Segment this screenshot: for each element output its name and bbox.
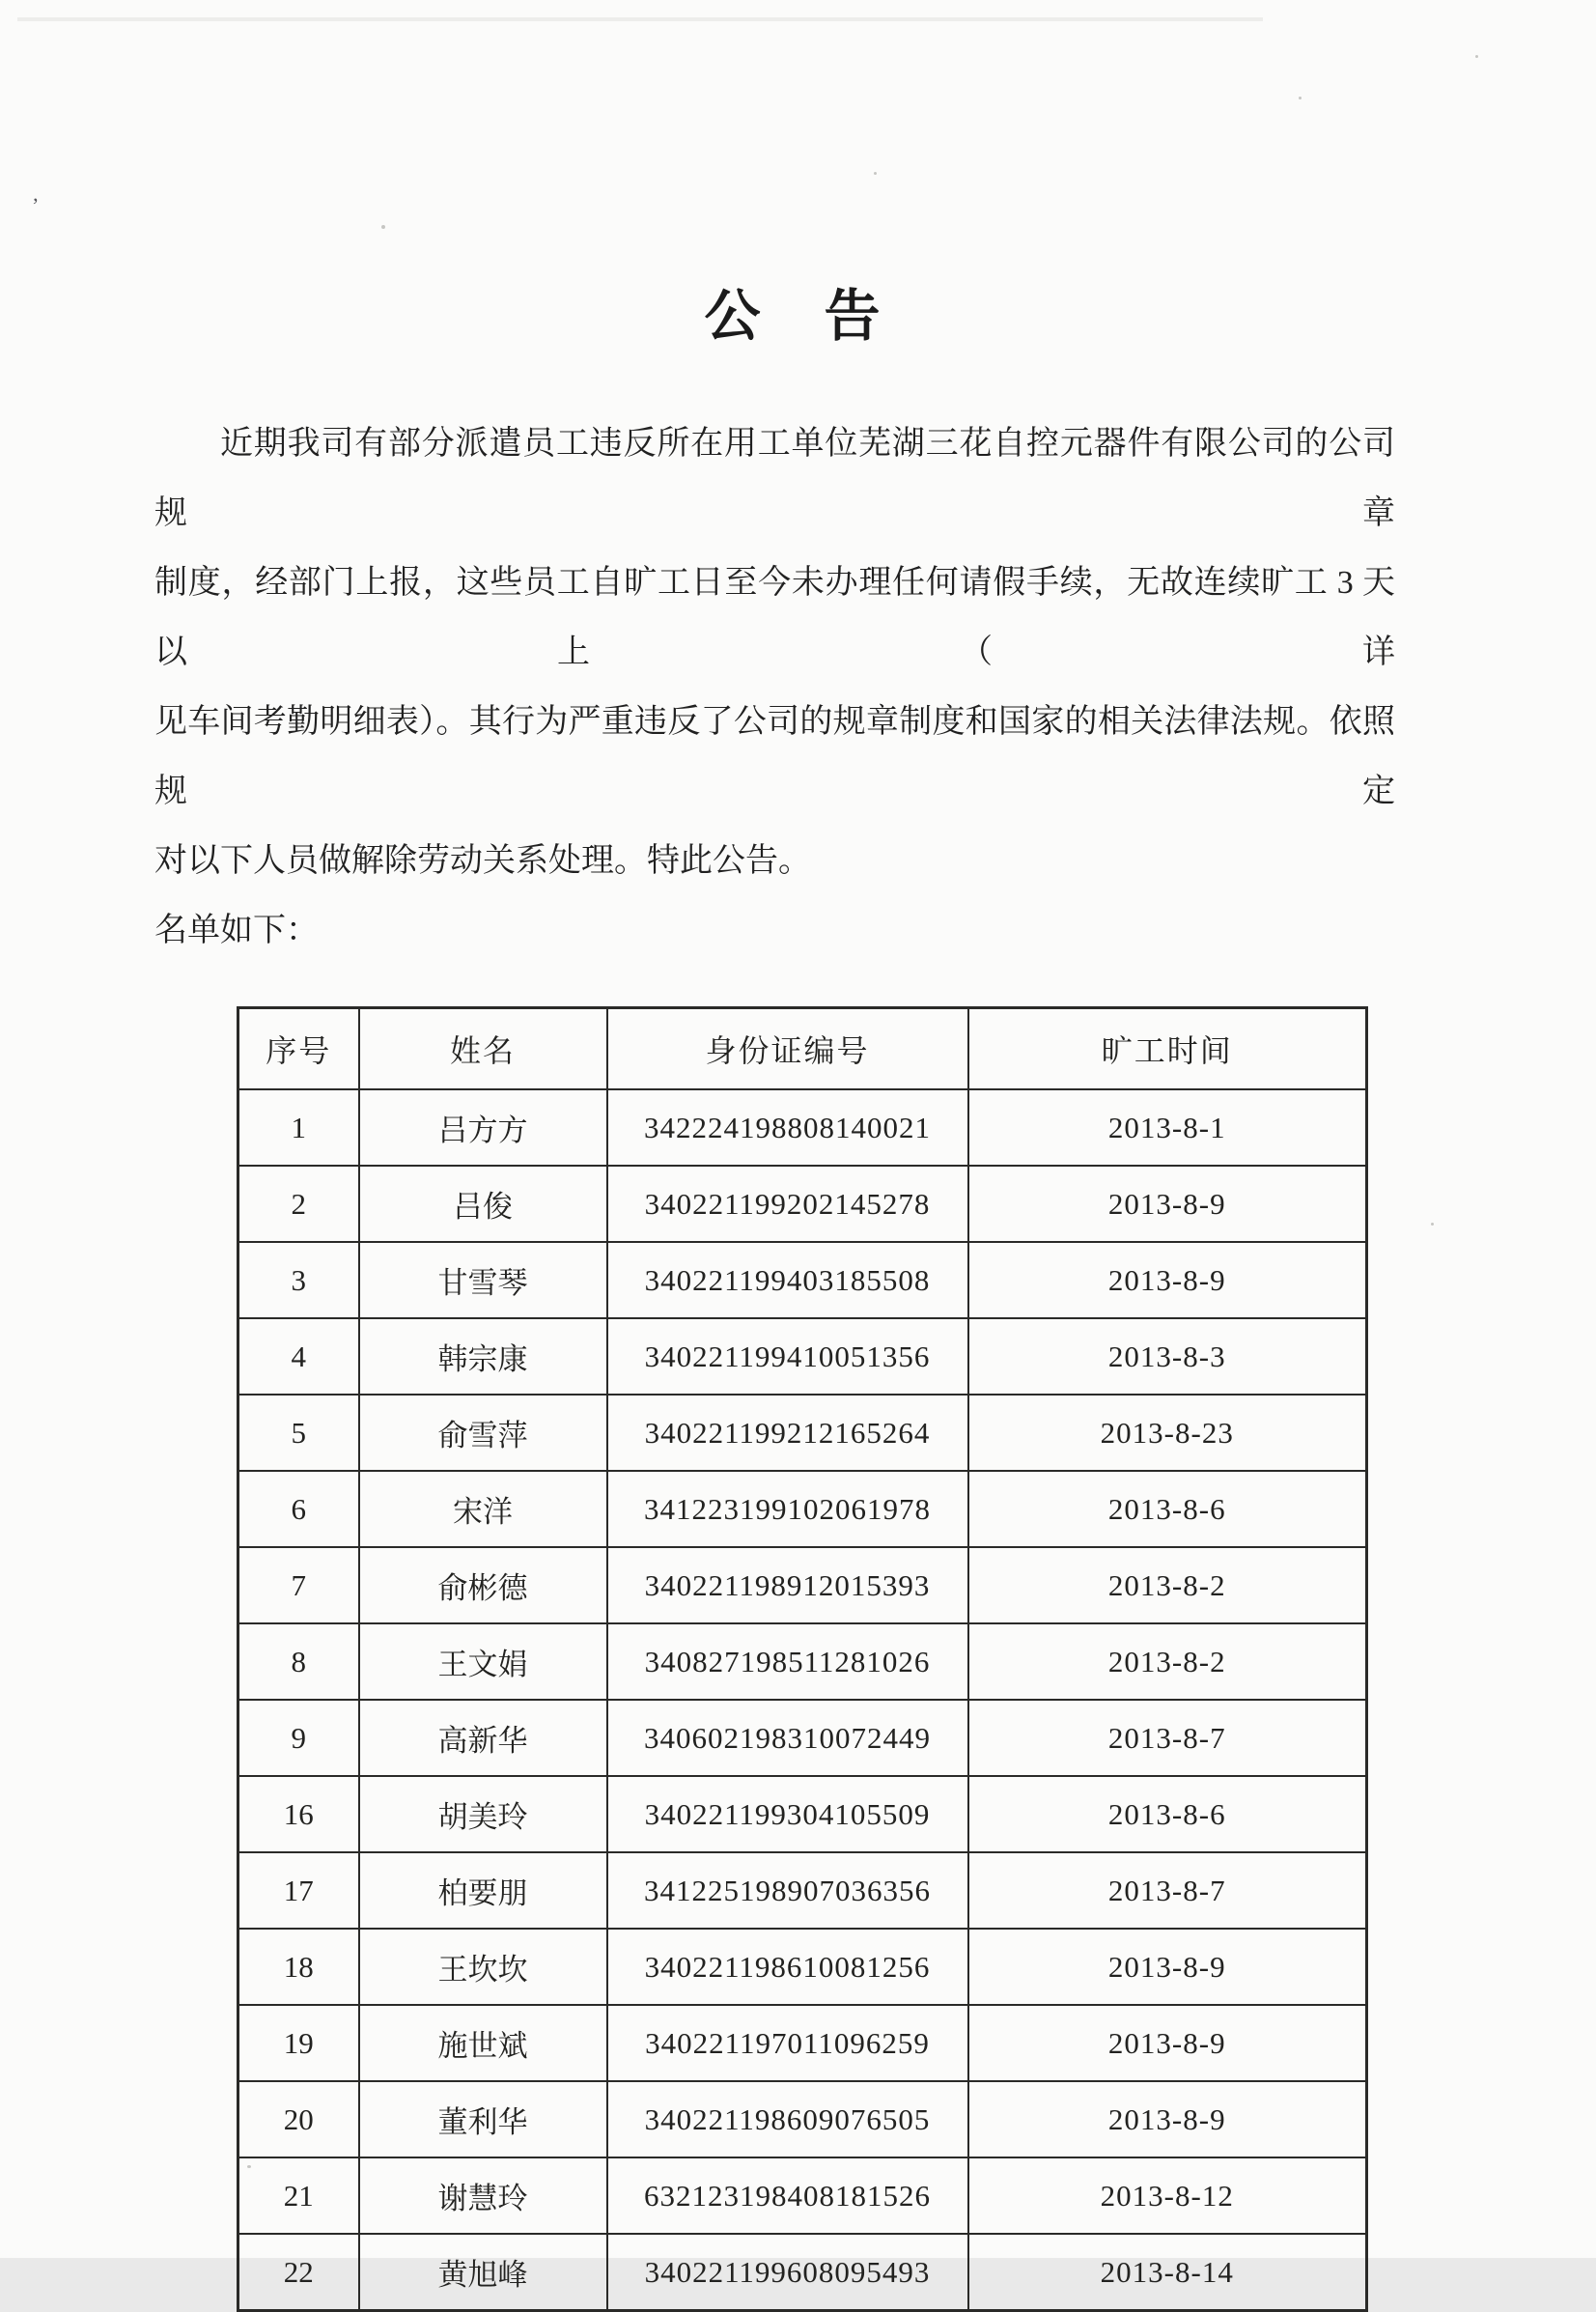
seq-cell: 7: [238, 1547, 359, 1623]
table-row: [238, 1852, 1367, 1929]
table-row: [238, 1089, 1367, 1166]
table-row: [238, 2005, 1367, 2081]
col-header-seq: 序号: [238, 1008, 359, 1090]
id-cell: 340221199202145278: [607, 1166, 968, 1242]
table-row: [238, 2234, 1367, 2311]
col-header-date: 旷工时间: [968, 1008, 1367, 1090]
name-cell: 俞彬德: [359, 1547, 607, 1623]
name-cell: 俞雪萍: [359, 1395, 607, 1471]
id-cell: 340221199212165264: [607, 1395, 968, 1471]
table-row: [238, 1776, 1367, 1852]
name-cell: 韩宗康: [359, 1318, 607, 1395]
seq-cell: 19: [238, 2005, 359, 2081]
name-cell: 董利华: [359, 2081, 607, 2157]
seq-cell: 1: [238, 1089, 359, 1166]
date-cell: 2013-8-6: [968, 1776, 1367, 1852]
seq-cell: 21: [238, 2157, 359, 2234]
page-title: 公 告: [704, 285, 884, 348]
seq-cell: 5: [238, 1395, 359, 1471]
date-cell: 2013-8-14: [968, 2234, 1367, 2311]
date-cell: 2013-8-12: [968, 2157, 1367, 2234]
seq-cell: 3: [238, 1242, 359, 1318]
name-cell: 黄旭峰: [359, 2234, 607, 2311]
table-body: [238, 1089, 1367, 2311]
seq-cell: 17: [238, 1852, 359, 1929]
id-cell: 340602198310072449: [607, 1700, 968, 1776]
seq-cell: 8: [238, 1623, 359, 1700]
notice-paragraph: [154, 409, 1395, 896]
table-row: [238, 1623, 1367, 1700]
date-cell: 2013-8-9: [968, 2081, 1367, 2157]
paragraph-line: 近期我司有部分派遣员工违反所在用工单位芜湖三花自控元器件有限公司的公司规章: [154, 426, 1395, 531]
list-intro: 名单如下：: [154, 913, 319, 948]
name-cell: 吕俊: [359, 1166, 607, 1242]
table-row: [238, 1242, 1367, 1318]
date-cell: 2013-8-7: [968, 1700, 1367, 1776]
id-cell: 342224198808140021: [607, 1089, 968, 1166]
date-cell: 2013-8-9: [968, 1166, 1367, 1242]
date-cell: 2013-8-3: [968, 1318, 1367, 1395]
seq-cell: 22: [238, 2234, 359, 2311]
seq-cell: 16: [238, 1776, 359, 1852]
date-cell: 2013-8-23: [968, 1395, 1367, 1471]
date-cell: 2013-8-9: [968, 1929, 1367, 2005]
table-row: [238, 1318, 1367, 1395]
name-cell: 宋洋: [359, 1471, 607, 1547]
date-cell: 2013-8-9: [968, 2005, 1367, 2081]
seq-cell: 4: [238, 1318, 359, 1395]
id-cell: 340221198610081256: [607, 1929, 968, 2005]
name-cell: 胡美玲: [359, 1776, 607, 1852]
col-header-id: 身份证编号: [607, 1008, 968, 1090]
name-cell: 柏要朋: [359, 1852, 607, 1929]
paragraph-line: 制度，经部门上报，这些员工自旷工日至今未办理任何请假手续，无故连续旷工 3 天以上（详: [154, 565, 1395, 670]
name-cell: 王坎坎: [359, 1929, 607, 2005]
date-cell: 2013-8-6: [968, 1471, 1367, 1547]
id-cell: 341223199102061978: [607, 1471, 968, 1547]
id-cell: 340221198912015393: [607, 1547, 968, 1623]
table-row: [238, 1166, 1367, 1242]
seq-cell: 2: [238, 1166, 359, 1242]
id-cell: 340827198511281026: [607, 1623, 968, 1700]
date-cell: 2013-8-1: [968, 1089, 1367, 1166]
name-cell: 施世斌: [359, 2005, 607, 2081]
id-cell: 341225198907036356: [607, 1852, 968, 1929]
id-cell: 340221199410051356: [607, 1318, 968, 1395]
document-content: [154, 0, 1395, 2312]
table-row: [238, 1547, 1367, 1623]
date-cell: 2013-8-2: [968, 1623, 1367, 1700]
id-cell: 632123198408181526: [607, 2157, 968, 2234]
scan-stray-mark: ’: [32, 193, 40, 217]
seq-cell: 20: [238, 2081, 359, 2157]
name-cell: 王文娟: [359, 1623, 607, 1700]
name-cell: 谢慧玲: [359, 2157, 607, 2234]
id-cell: 340221198609076505: [607, 2081, 968, 2157]
name-cell: 甘雪琴: [359, 1242, 607, 1318]
table-row: [238, 1700, 1367, 1776]
table-row: [238, 1395, 1367, 1471]
date-cell: 2013-8-2: [968, 1547, 1367, 1623]
scan-speck: [1431, 1223, 1434, 1226]
scan-speck: [1475, 55, 1478, 58]
name-cell: 高新华: [359, 1700, 607, 1776]
paragraph-line: 对以下人员做解除劳动关系处理。特此公告。: [154, 843, 811, 879]
table-row: [238, 1929, 1367, 2005]
date-cell: 2013-8-7: [968, 1852, 1367, 1929]
table-header-row: [238, 1008, 1367, 1090]
table-row: [238, 1471, 1367, 1547]
table-row: [238, 2081, 1367, 2157]
name-cell: 吕方方: [359, 1089, 607, 1166]
id-cell: 340221199608095493: [607, 2234, 968, 2311]
seq-cell: 18: [238, 1929, 359, 2005]
seq-cell: 6: [238, 1471, 359, 1547]
seq-cell: 9: [238, 1700, 359, 1776]
col-header-name: 姓名: [359, 1008, 607, 1090]
date-cell: 2013-8-9: [968, 1242, 1367, 1318]
id-cell: 340221199403185508: [607, 1242, 968, 1318]
dismissal-roster-table: [237, 1006, 1368, 2312]
table-row: [238, 2157, 1367, 2234]
id-cell: 340221199304105509: [607, 1776, 968, 1852]
id-cell: 340221197011096259: [607, 2005, 968, 2081]
paragraph-line: 见车间考勤明细表）。其行为严重违反了公司的规章制度和国家的相关法律法规。依照规定: [154, 704, 1395, 809]
